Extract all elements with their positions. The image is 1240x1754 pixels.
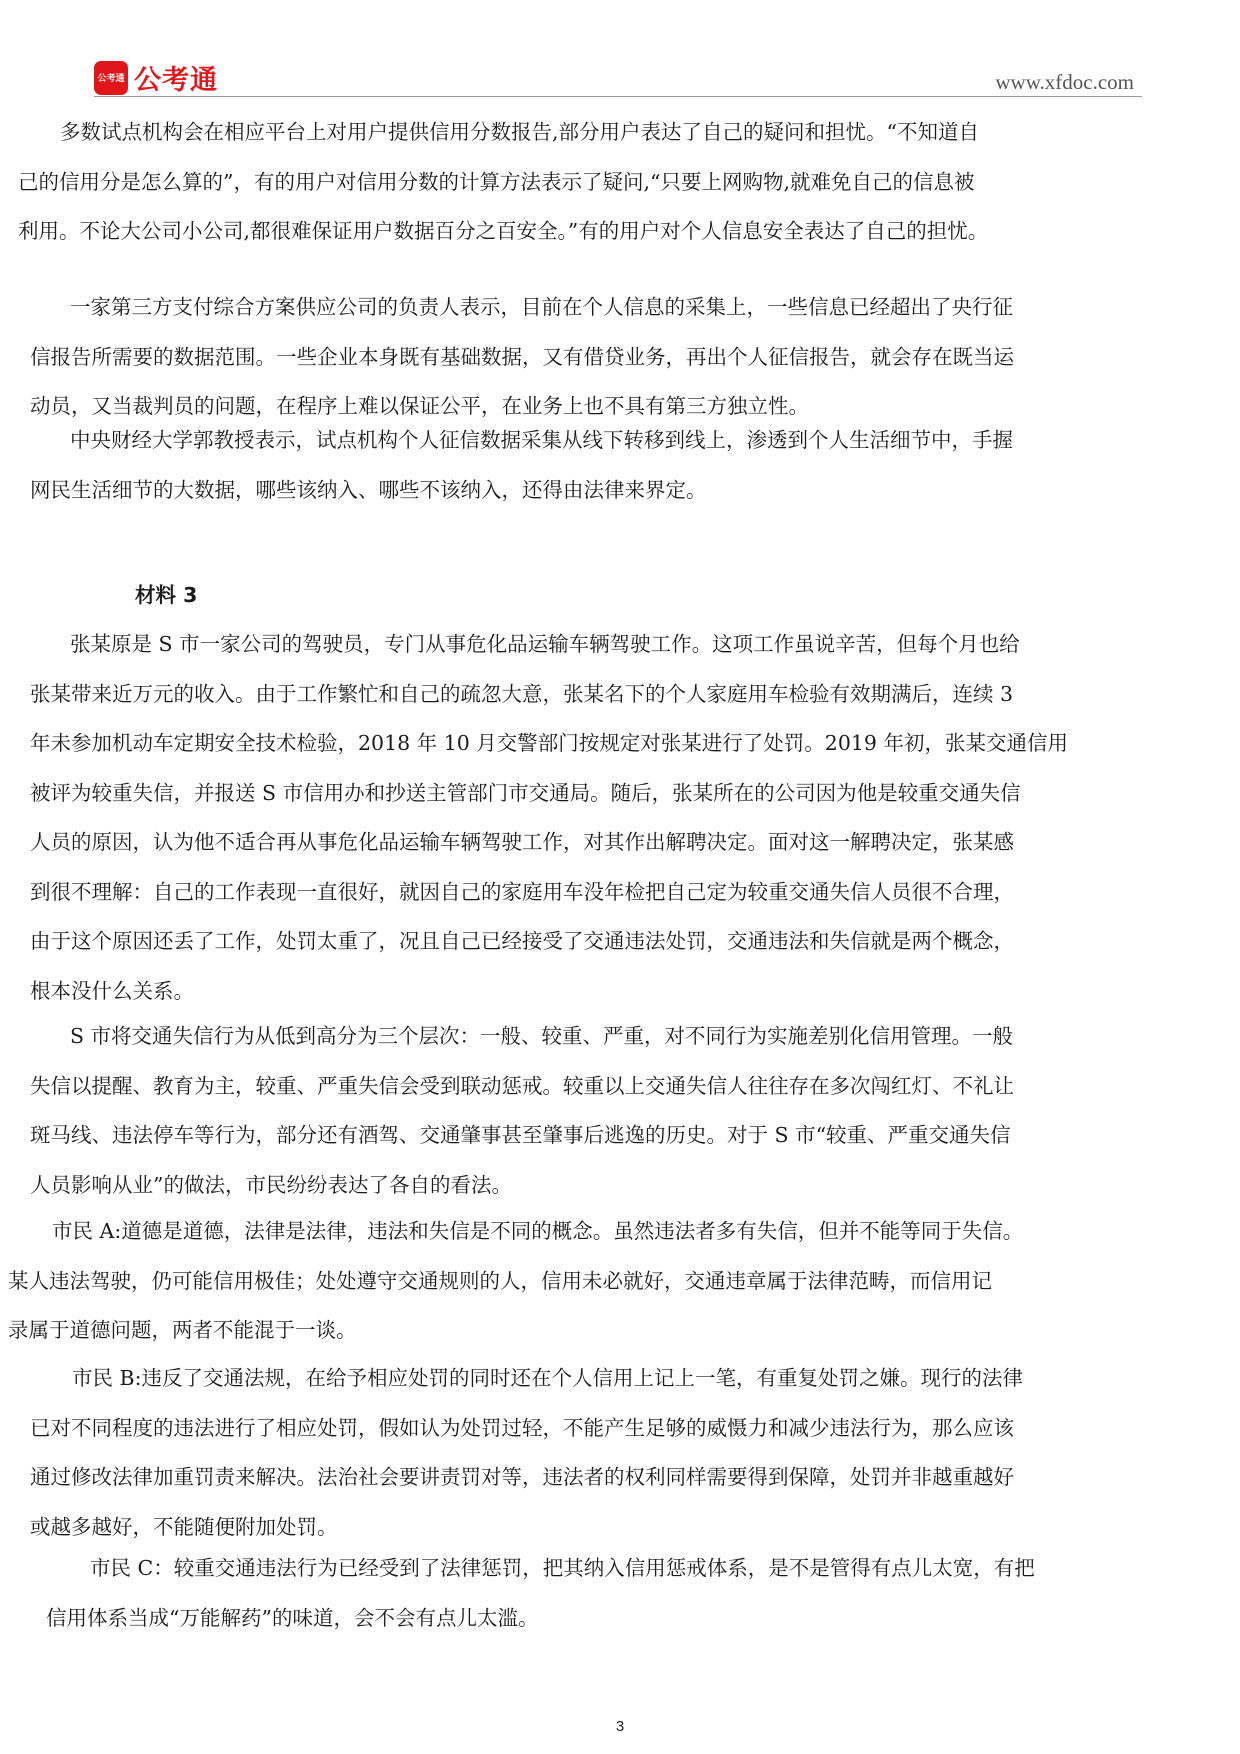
text-line: 市民 B:违反了交通法规，在给予相应处罚的同时还在个人信用上记上一笔，有重复处罚之嫌。现行的法律: [72, 1366, 1023, 1390]
paragraph: [30, 416, 1030, 515]
text-line: 信用体系当成“万能解药”的味道，会不会有点儿太滥。: [46, 1605, 539, 1630]
text-line: 多数试点机构会在相应平台上对用户提供信用分数报告,部分用户表达了自己的疑问和担忧。“不知道自: [60, 120, 979, 144]
text-line: 一家第三方支付综合方案供应公司的负责人表示，目前在个人信息的采集上，一些信息已经超出了央行征: [70, 295, 1013, 319]
logo-badge: 公考通: [94, 61, 128, 95]
text-line: 斑马线、违法停车等行为，部分还有酒驾、交通肇事甚至肇事后逃逸的历史。对于 S 市“较重、严重交通失信: [30, 1123, 1011, 1147]
page-number: 3: [615, 1718, 625, 1735]
text-line: 录属于道德问题，两者不能混于一谈。: [8, 1318, 357, 1342]
paragraph: [30, 620, 1068, 1016]
text-line: 到很不理解：自己的工作表现一直很好，就因自己的家庭用车没年检把自己定为较重交通失信人员很不合理，: [30, 879, 1014, 904]
page-header: [94, 58, 1142, 96]
text-line: 己的信用分是怎么算的”，有的用户对信用分数的计算方法表示了疑问,“只要上网购物,就难免自己的信息被: [18, 169, 975, 194]
paragraph: [18, 108, 1018, 257]
text-line: 人员的原因，认为他不适合再从事危化品运输车辆驾驶工作，对其作出解聘决定。面对这一解聘决定，张某感: [30, 830, 1014, 854]
text-line: S 市将交通失信行为从低到高分为三个层次：一般、较重、严重，对不同行为实施差别化信用管理。一般: [70, 1024, 1014, 1048]
text-line: 已对不同程度的违法进行了相应处罚，假如认为处罚过轻，不能产生足够的威慑力和减少违法行为，那么应该: [30, 1415, 1014, 1440]
text-line: 动员，又当裁判员的问题，在程序上难以保证公平，在业务上也不具有第三方独立性。: [30, 394, 809, 418]
text-line: 或越多越好，不能随便附加处罚。: [30, 1514, 338, 1539]
paragraph: [46, 1544, 1046, 1643]
text-line: 根本没什么关系。: [30, 978, 194, 1003]
text-line: 张某原是 S 市一家公司的驾驶员，专门从事危化品运输车辆驾驶工作。这项工作虽说辛苦，但每个月也给: [70, 632, 1020, 656]
section-heading: 材料 3: [135, 583, 198, 607]
text-line: 被评为较重失信，并报送 S 市信用办和抄送主管部门市交通局。随后，张某所在的公司因为他是较重交通失信: [30, 780, 1021, 805]
text-line: 利用。不论大公司小公司,都很难保证用户数据百分之百安全。”有的用户对个人信息安全表达了自己的担忧。: [18, 219, 989, 243]
text-line: 市民 A:道德是道德，法律是法律，违法和失信是不同的概念。虽然违法者多有失信，但并不能等同于失信。: [52, 1219, 1024, 1243]
text-line: 网民生活细节的大数据，哪些该纳入、哪些不该纳入，还得由法律来界定。: [30, 477, 707, 502]
text-line: 年未参加机动车定期安全技术检验，2018 年 10 月交警部门按规定对张某进行了处罚。2019 年初，张某交通信用: [30, 731, 1068, 755]
paragraph: [30, 1012, 1030, 1210]
text-line: 市民 C：较重交通违法行为已经受到了法律惩罚，把其纳入信用惩戒体系，是不是管得有点儿太宽，有把: [90, 1556, 1035, 1580]
logo-text: 公考通: [134, 65, 218, 96]
paragraph: [8, 1207, 1048, 1356]
text-line: 信报告所需要的数据范围。一些企业本身既有基础数据，又有借贷业务，再出个人征信报告，就会存在既当运: [30, 344, 1014, 369]
paragraph: [30, 1354, 1030, 1552]
text-line: 失信以提醒、教育为主，较重、严重失信会受到联动惩戒。较重以上交通失信人往往存在多次闯红灯、不礼让: [30, 1073, 1014, 1098]
text-line: 某人违法驾驶，仍可能信用极佳；处处遵守交通规则的人，信用未必就好，交通违章属于法律范畴，而信用记: [8, 1268, 992, 1293]
text-line: 由于这个原因还丢了工作，处罚太重了，况且自己已经接受了交通违法处罚，交通违法和失信就是两个概念，: [30, 929, 1014, 953]
logo: [94, 58, 218, 97]
site-url: www.xfdoc.com: [995, 70, 1134, 94]
paragraph: [30, 283, 1030, 432]
text-line: 人员影响从业”的做法，市民纷纷表达了各自的看法。: [30, 1172, 512, 1197]
text-line: 中央财经大学郭教授表示，试点机构个人征信数据采集从线下转移到线上，渗透到个人生活细节中，手握: [70, 428, 1013, 452]
text-line: 张某带来近万元的收入。由于工作繁忙和自己的疏忽大意，张某名下的个人家庭用车检验有效期满后，连续 3: [30, 681, 1014, 706]
text-line: 通过修改法律加重罚责来解决。法治社会要讲责罚对等，违法者的权利同样需要得到保障，处罚并非越重越好: [30, 1465, 1014, 1489]
header-divider: [94, 96, 1142, 97]
